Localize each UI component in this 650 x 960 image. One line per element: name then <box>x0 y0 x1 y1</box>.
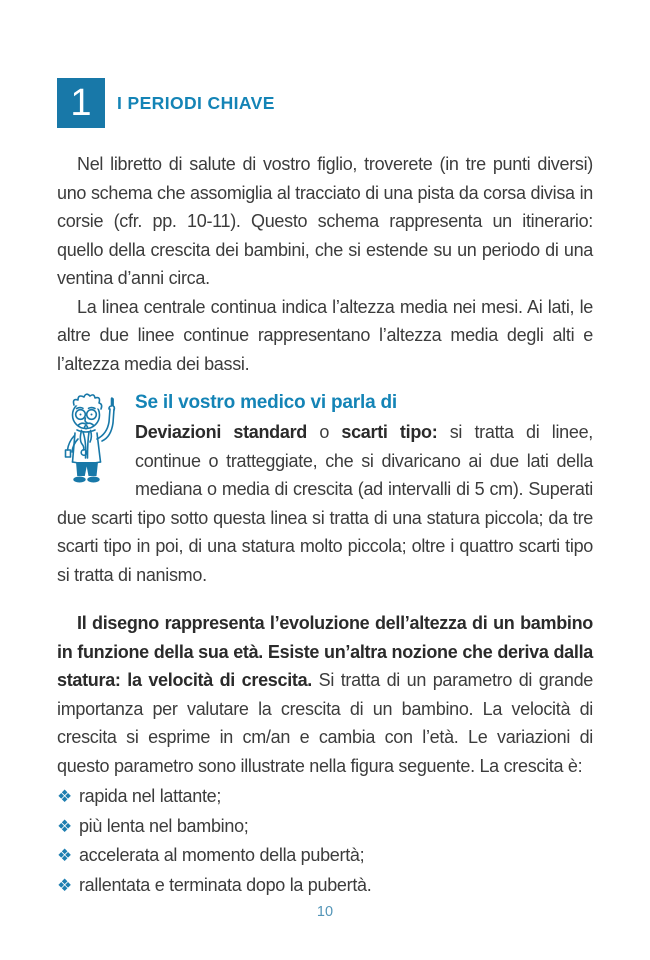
diamond-bullet-icon: ❖ <box>57 846 72 865</box>
page-title: I PERIODI CHIAVE <box>117 92 275 113</box>
paragraph-growth-velocity <box>57 609 593 780</box>
list-item <box>57 841 593 871</box>
term-connector: o <box>306 422 342 442</box>
bullet-text: accelerata al momento della pubertà; <box>78 845 365 865</box>
list-item <box>57 812 593 842</box>
advice-text <box>57 418 593 589</box>
diamond-bullet-icon: ❖ <box>57 875 72 895</box>
diamond-bullet-icon: ❖ <box>57 787 72 806</box>
chapter-header <box>57 0 593 128</box>
growth-regular: Si tratta di un parametro di grande importanza per valutare la crescita di un bambino. La velocità di crescita si esprime in cm/an e cambia con l’età. Le variazioni di questo parametro sono illustrate nella figura seguente. La crescita è: <box>57 670 594 776</box>
chapter-number: 1 <box>70 82 92 124</box>
paragraph-central-line: La linea centrale continua indica l’altezza media nei mesi. Ai lati, le altre due linee continue rappresentano l’altezza media degli alti e l’altezza media dei bassi. <box>57 296 593 374</box>
page-number: 10 <box>316 904 334 920</box>
list-item <box>57 782 593 812</box>
diamond-bullet-icon: ❖ <box>57 816 72 836</box>
doctor-advice-box <box>57 388 593 589</box>
advice-heading: Se il vostro medico vi parla di <box>135 392 397 413</box>
doctor-icon <box>57 392 121 486</box>
list-item <box>57 871 593 901</box>
bullet-text: rallentata e terminata dopo la pubertà. <box>78 874 372 895</box>
paragraph-intro: Nel libretto di salute di vostro figlio, troverete (in tre punti diversi) uno schema che assomiglia al tracciato di una pista da corsa divisa in corsie (cfr. pp. 10-11). Questo schema rappresenta un itinerario: quello della crescita dei bambini, che si estende su un periodo di una ventina d’anni circa. <box>57 154 593 288</box>
growth-bold-lead: Il disegno rappresenta l’evoluzione dell’altezza di un bambino in funzione della sua età. Esiste un’altra nozione che deriva dalla statura: la velocità di crescita. <box>57 613 593 690</box>
growth-phase-list <box>57 782 593 900</box>
bullet-text: rapida nel lattante; <box>78 786 222 806</box>
chapter-number-box <box>57 78 105 128</box>
term-scarti-tipo: scarti tipo: <box>341 422 438 442</box>
bullet-text: più lenta nel bambino; <box>78 815 249 836</box>
term-deviazioni-standard: Deviazioni standard <box>135 422 307 442</box>
advice-body: si tratta di linee, continue o tratteggiate, che si divaricano ai due lati della mediana o media di crescita (ad intervalli di 5 cm). Superati due scarti tipo sotto questa linea si tratta di una statura piccola; da tre scarti tipo in poi, di una statura molto piccola; oltre i quattro scarti tipo si tratta di nanismo. <box>57 422 593 585</box>
